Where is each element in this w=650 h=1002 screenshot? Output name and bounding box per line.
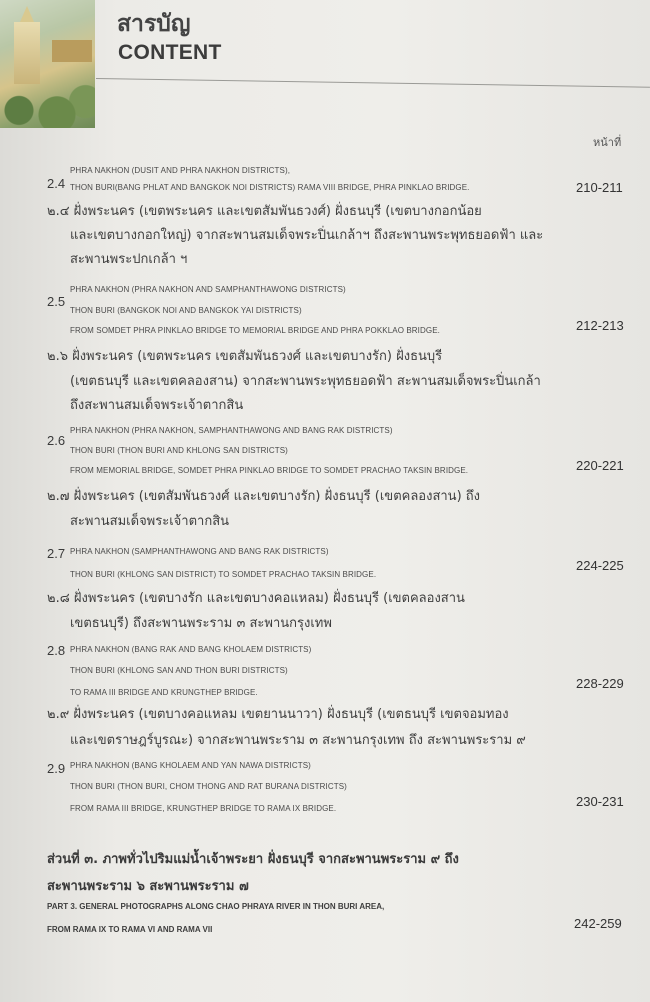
entry-english-line: THON BURI (THON BURI AND KHLONG SAN DISTRICTS): [70, 446, 288, 455]
page-title-thai: สารบัญ: [117, 11, 191, 37]
entry-thai-line: และเขตราษฎร์บูรณะ) จากสะพานพระราม ๓ สะพานกรุงเทพ ถึง สะพานพระราม ๙: [70, 733, 526, 748]
part3-english-line: FROM RAMA IX TO RAMA VI AND RAMA VII: [47, 925, 213, 934]
entry-number: 2.8: [47, 643, 66, 658]
entry-english-line: PHRA NAKHON (PHRA NAKHON AND SAMPHANTHAWONG DISTRICTS): [70, 285, 346, 294]
entry-english-line: PHRA NAKHON (DUSIT AND PHRA NAKHON DISTRICTS),: [70, 166, 291, 175]
entry-thai-line: (เขตธนบุรี และเขตคลองสาน) จากสะพานพระพุทธยอดฟ้า สะพานสมเด็จพระปิ่นเกล้า: [70, 374, 541, 389]
entry-thai-line: ๒.๙ ฝั่งพระนคร (เขตบางคอแหลม เขตยานนาวา) ฝั่งธนบุรี (เขตธนบุรี เขตจอมทอง: [47, 707, 509, 722]
entry-page-range: 210-211: [576, 180, 623, 195]
header-divider: [96, 78, 650, 88]
entry-english-line: PHRA NAKHON (SAMPHANTHAWONG AND BANG RAK DISTRICTS): [70, 547, 329, 556]
entry-english-line: THON BURI (THON BURI, CHOM THONG AND RAT BURANA DISTRICTS): [70, 782, 347, 791]
entry-english-line: FROM MEMORIAL BRIDGE, SOMDET PHRA PINKLAO BRIDGE TO SOMDET PRACHAO TAKSIN BRIDGE.: [70, 466, 469, 475]
entry-page-range: 220-221: [576, 458, 624, 473]
page-title-english: CONTENT: [118, 41, 222, 64]
entry-thai-line: ๒.๔ ฝั่งพระนคร (เขตพระนคร และเขตสัมพันธวงศ์) ฝั่งธนบุรี (เขตบางกอกน้อย: [47, 204, 482, 219]
part3-thai-line: สะพานพระราม ๖ สะพานพระราม ๗: [47, 879, 249, 894]
entry-english-line: THON BURI (BANGKOK NOI AND BANGKOK YAI DISTRICTS): [70, 306, 302, 315]
part3-page-range: 242-259: [574, 916, 622, 931]
entry-thai-line: ๒.๘ ฝั่งพระนคร (เขตบางรัก และเขตบางคอแหลม) ฝั่งธนบุรี (เขตคลองสาน: [47, 591, 465, 606]
part3-thai-line: ส่วนที่ ๓. ภาพทั่วไปริมแม่น้ำเจ้าพระยา ฝั่งธนบุรี จากสะพานพระราม ๙ ถึง: [47, 852, 459, 867]
entry-thai-line: เขตธนบุรี) ถึงสะพานพระราม ๓ สะพานกรุงเทพ: [70, 616, 332, 631]
entry-english-line: THON BURI (KHLONG SAN AND THON BURI DISTRICTS): [70, 666, 288, 675]
page-column-label: หน้าที่: [593, 136, 622, 149]
entry-english-line: FROM RAMA III BRIDGE, KRUNGTHEP BRIDGE TO RAMA IX BRIDGE.: [70, 804, 337, 813]
entry-thai-line: ถึงสะพานสมเด็จพระเจ้าตากสิน: [70, 398, 244, 413]
entry-thai-line: ๒.๗ ฝั่งพระนคร (เขตสัมพันธวงศ์ และเขตบางรัก) ฝั่งธนบุรี (เขตคลองสาน) ถึง: [47, 489, 480, 504]
entry-number: 2.9: [47, 761, 66, 776]
entry-page-range: 228-229: [576, 676, 624, 691]
corner-photo: [0, 0, 95, 128]
entry-page-range: 212-213: [576, 318, 624, 333]
entry-english-line: PHRA NAKHON (BANG KHOLAEM AND YAN NAWA DISTRICTS): [70, 761, 311, 770]
trees-shape: [0, 84, 95, 128]
entry-english-line: PHRA NAKHON (BANG RAK AND BANG KHOLAEM DISTRICTS): [70, 645, 312, 654]
entry-thai-line: ๒.๖ ฝั่งพระนคร (เขตพระนคร เขตสัมพันธวงศ์ และเขตบางรัก) ฝั่งธนบุรี: [47, 349, 443, 364]
entry-page-range: 224-225: [576, 558, 624, 573]
entry-thai-line: และเขตบางกอกใหญ่) จากสะพานสมเด็จพระปิ่นเกล้าฯ ถึงสะพานพระพุทธยอดฟ้า และ: [70, 228, 544, 243]
entry-number: 2.4: [47, 176, 66, 191]
entry-number: 2.6: [47, 433, 66, 448]
entry-thai-line: สะพานพระปกเกล้า ฯ: [70, 252, 188, 267]
temple-tower-shape: [14, 22, 40, 84]
entry-english-line: TO RAMA III BRIDGE AND KRUNGTHEP BRIDGE.: [70, 688, 258, 697]
part3-english-line: PART 3. GENERAL PHOTOGRAPHS ALONG CHAO PHRAYA RIVER IN THON BURI AREA,: [47, 902, 385, 911]
entry-english-line: FROM SOMDET PHRA PINKLAO BRIDGE TO MEMORIAL BRIDGE AND PHRA POKKLAO BRIDGE.: [70, 326, 440, 335]
entry-number: 2.7: [47, 546, 66, 561]
entry-english-line: THON BURI(BANG PHLAT AND BANGKOK NOI DISTRICTS) RAMA VIII BRIDGE, PHRA PINKLAO BRIDGE.: [70, 183, 470, 192]
entry-english-line: THON BURI (KHLONG SAN DISTRICT) TO SOMDET PRACHAO TAKSIN BRIDGE.: [70, 570, 377, 579]
entry-number: 2.5: [47, 294, 66, 309]
entry-thai-line: สะพานสมเด็จพระเจ้าตากสิน: [70, 514, 230, 529]
entry-page-range: 230-231: [576, 794, 624, 809]
entry-english-line: PHRA NAKHON (PHRA NAKHON, SAMPHANTHAWONG AND BANG RAK DISTRICTS): [70, 426, 393, 435]
temple-roof-shape: [52, 40, 92, 62]
